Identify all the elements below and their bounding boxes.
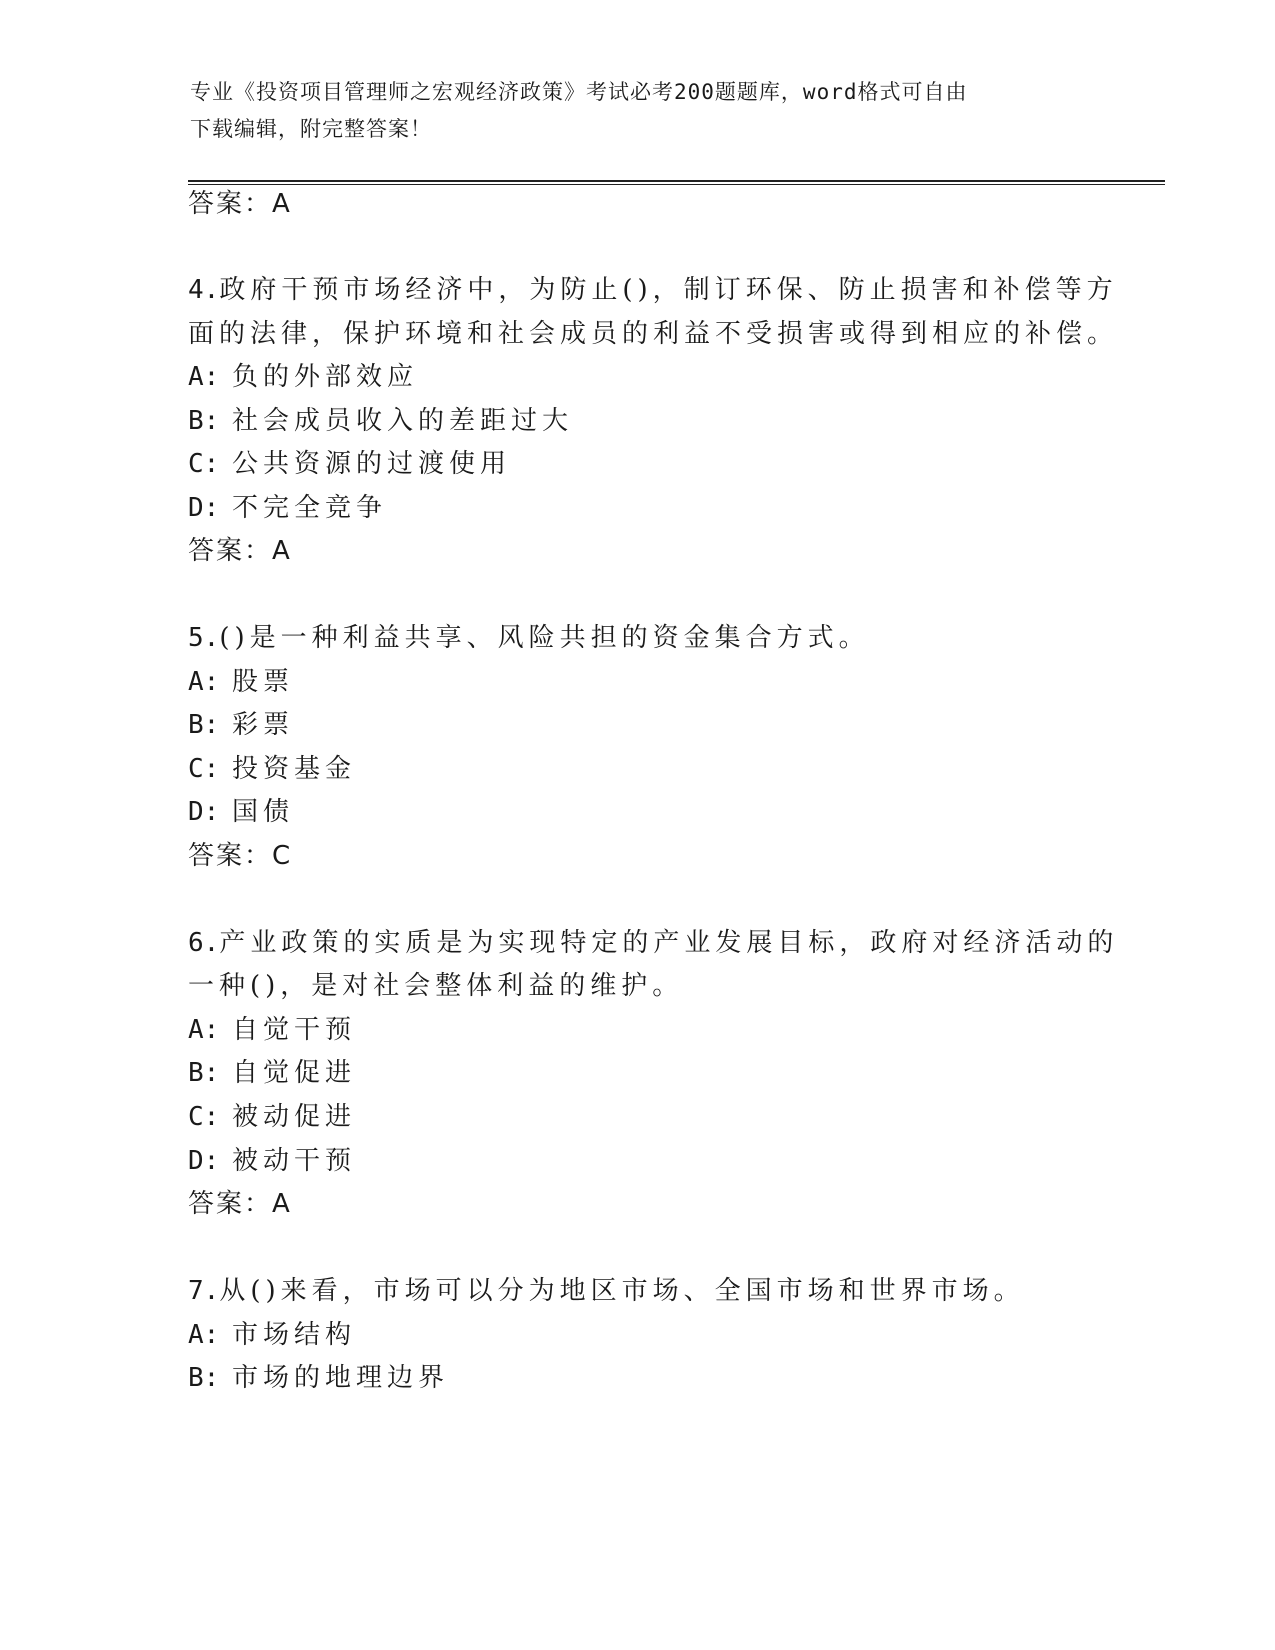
option-letter: B: (188, 1058, 220, 1088)
question-4-line-2: 面的法律，保护环境和社会成员的利益不受损害或得到相应的补偿。 (188, 319, 1119, 349)
option-letter: D: (188, 1146, 220, 1176)
option-letter: D: (188, 493, 220, 523)
question-6-line-2: 一种()，是对社会整体利益的维护。 (188, 971, 684, 1001)
question-7-line-1 (188, 1271, 1025, 1311)
option-text: 国债 (232, 797, 295, 827)
question-7-number: 7. (188, 1276, 220, 1306)
option-text: 股票 (232, 667, 295, 697)
question-6-answer: 答案：A (188, 1189, 292, 1219)
question-4-option-a (188, 357, 418, 397)
option-text: 被动干预 (232, 1146, 357, 1176)
question-7-text-1: 从()来看，市场可以分为地区市场、全国市场和世界市场。 (219, 1276, 1025, 1306)
question-5-option-a (188, 662, 294, 702)
question-5-number: 5. (188, 623, 220, 653)
option-letter: D: (188, 797, 220, 827)
option-letter: A: (188, 1320, 220, 1350)
option-letter: C: (188, 449, 220, 479)
question-5-answer: 答案：C (188, 841, 293, 871)
option-text: 公共资源的过渡使用 (232, 449, 512, 479)
option-letter: C: (188, 1102, 220, 1132)
question-6-number: 6. (188, 928, 220, 958)
option-text: 自觉促进 (232, 1058, 357, 1088)
question-5-option-c (188, 749, 356, 789)
option-text: 不完全竞争 (232, 493, 388, 523)
question-4-option-b (188, 401, 573, 441)
option-text: 被动促进 (232, 1102, 357, 1132)
question-6-option-d (188, 1141, 356, 1181)
option-letter: A: (188, 667, 220, 697)
question-6-line-1 (188, 923, 1118, 963)
header-title-line-2: 下载编辑，附完整答案！ (190, 117, 432, 141)
question-4-option-c (188, 444, 511, 484)
option-text: 社会成员收入的差距过大 (232, 406, 574, 436)
question-7-option-a (188, 1315, 356, 1355)
header-divider (188, 180, 1165, 182)
question-6-option-b (188, 1053, 356, 1093)
question-6-text-1: 产业政策的实质是为实现特定的产业发展目标，政府对经济活动的 (219, 928, 1119, 958)
option-letter: A: (188, 362, 220, 392)
question-4-text-1: 政府干预市场经济中，为防止()，制订环保、防止损害和补偿等方 (219, 275, 1118, 305)
question-5-option-b (188, 705, 294, 745)
question-4-line-1 (188, 270, 1118, 310)
document-header (190, 74, 1070, 148)
option-text: 投资基金 (232, 754, 357, 784)
question-5-text-1: ()是一种利益共享、风险共担的资金集合方式。 (219, 623, 870, 653)
prev-answer: 答案：A (188, 189, 292, 219)
question-5-line-1 (188, 618, 870, 658)
option-text: 市场结构 (232, 1320, 357, 1350)
question-6-option-c (188, 1097, 356, 1137)
question-4-option-d (188, 488, 387, 528)
option-text: 自觉干预 (232, 1015, 357, 1045)
option-letter: B: (188, 710, 220, 740)
option-text: 彩票 (232, 710, 295, 740)
option-letter: B: (188, 406, 220, 436)
question-5-option-d (188, 792, 294, 832)
question-4-answer: 答案：A (188, 536, 292, 566)
option-letter: C: (188, 754, 220, 784)
option-letter: A: (188, 1015, 220, 1045)
option-letter: B: (188, 1363, 220, 1393)
question-4-number: 4. (188, 275, 220, 305)
header-title-line-1: 专业《投资项目管理师之宏观经济政策》考试必考200题题库，word格式可自由 (190, 80, 968, 104)
question-7-option-b (188, 1358, 449, 1398)
header-divider-thin (188, 184, 1165, 185)
option-text: 负的外部效应 (232, 362, 419, 392)
question-6-option-a (188, 1010, 356, 1050)
option-text: 市场的地理边界 (232, 1363, 450, 1393)
